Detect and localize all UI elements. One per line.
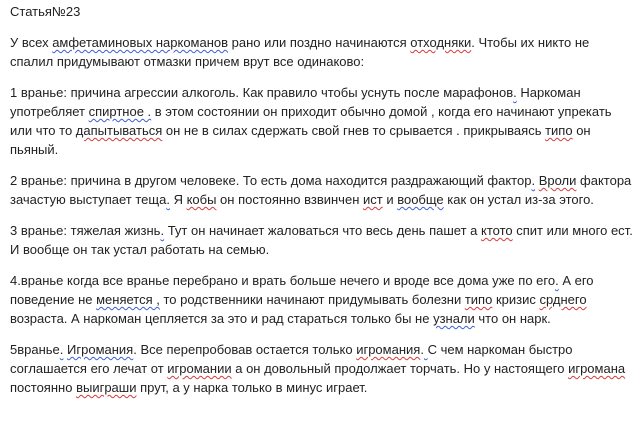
paragraph-text-run: А его поведение не <box>10 273 594 307</box>
paragraph-5 <box>10 271 635 328</box>
paragraph-text-run: 1 вранье: причина агрессии алкоголь. Как правило чтобы уснуть после марафонов <box>10 85 514 100</box>
paragraph-text-run: он пьяный. <box>10 123 591 157</box>
spelling-error-word: кобы <box>186 192 217 207</box>
paragraph-text-run: Тут он начинает жаловаться что весь день пашет а <box>164 223 481 238</box>
paragraph-3 <box>10 171 635 209</box>
spelling-error-word: отходняки <box>410 35 472 50</box>
spelling-error-word: ист <box>362 192 383 207</box>
paragraph-text-run: возраста. А наркоман цепляется за это и рад стараться только бы не <box>10 311 434 326</box>
spelling-error-word: дапытываться <box>75 123 163 138</box>
paragraph-text-run: он не в силах сдержать свой гнев то срывается . прикрываясь <box>162 123 546 138</box>
paragraph-text-run: и <box>382 192 398 207</box>
paragraph-text-run: Я <box>169 192 187 207</box>
paragraph-text-run: . <box>420 342 424 357</box>
spelling-error-word: выиграши <box>76 380 137 395</box>
paragraph-4 <box>10 221 635 259</box>
spelling-error-word: ктото <box>480 223 513 238</box>
document-body[interactable] <box>10 2 635 409</box>
grammar-flag-text: . <box>555 273 559 288</box>
paragraph-text-run: он постоянно взвинчен <box>216 192 363 207</box>
grammar-flag-text: . <box>166 192 170 207</box>
paragraph-text-run: что он нарк. <box>474 311 551 326</box>
grammar-flag-text: спиртное . <box>88 104 152 119</box>
paragraph-text-run: прут, а у нарка только в минус играет. <box>136 380 368 395</box>
grammar-flag-text: Игромания <box>67 342 134 357</box>
grammar-flag-text: . <box>531 173 536 188</box>
paragraph-text-run: рано или поздно начинаются <box>228 35 411 50</box>
paragraph-list <box>10 33 635 397</box>
spelling-error-word: игромании <box>167 361 232 376</box>
paragraph-text-run: Наркоман употребляет <box>10 85 581 119</box>
document-title: Статья№23 <box>10 4 81 19</box>
spelling-error-word: Вроли <box>538 173 577 188</box>
paragraph-1 <box>10 33 635 71</box>
grammar-flag-text: . <box>160 223 165 238</box>
paragraph-text-run: кризис <box>492 292 540 307</box>
paragraph-text-run: как он устал из-за этого. <box>443 192 594 207</box>
paragraph-text-run: . Чтобы их никто не спалил придумывают отмазки причем врут все одинаково: <box>10 35 590 69</box>
paragraph-text-run: спит или много ест. И вообще он так устал работать на семью. <box>10 223 633 257</box>
grammar-flag-text: . <box>513 85 517 100</box>
paragraph-text-run: 4.вранье когда все вранье перебрано и врать больше нечего и вроде все дома уже по его <box>10 273 556 288</box>
spelling-error-word: типо <box>545 123 573 138</box>
spelling-error-word: срднего <box>539 292 587 307</box>
grammar-flag-text: вообще <box>397 192 444 207</box>
spelling-error-word: игромания <box>356 342 421 357</box>
paragraph-text-run: то родственники начинают придумывать болезни <box>159 292 465 307</box>
paragraph-2 <box>10 83 635 159</box>
spelling-error-word: типо <box>464 292 493 307</box>
spelling-error-word: игромана <box>568 361 626 376</box>
grammar-flag-text: узнали <box>433 311 475 326</box>
paragraph-text-run: постоянно <box>10 380 77 395</box>
paragraph-text-run: 3 вранье: тяжелая жизнь <box>10 223 161 238</box>
paragraph-6 <box>10 340 635 397</box>
grammar-flag-text: амфетаминовых наркоманов <box>52 35 229 50</box>
grammar-flag-text: меняется , <box>96 292 160 307</box>
paragraph-text-run: 2 вранье: причина в другом человеке. То есть дома находится раздражающий фактор <box>10 173 532 188</box>
paragraph-text-run: С чем наркоман быстро соглашается его лечат от <box>10 342 573 376</box>
paragraph-text-run: 5вранье <box>10 342 60 357</box>
paragraph-text-run: У всех <box>10 35 53 50</box>
paragraph-text-run: . Все перепробовав остается только <box>133 342 357 357</box>
grammar-flag-text: . <box>59 342 64 357</box>
paragraph-text-run: в этом состоянии он приходит обычно домой , когда его начинают упрекать или что то <box>10 104 612 138</box>
paragraph-text-run: фактора зачастую выступает теща <box>10 173 632 207</box>
paragraph-text-run: а он довольный продолжает торчать. Но у настоящего <box>231 361 569 376</box>
